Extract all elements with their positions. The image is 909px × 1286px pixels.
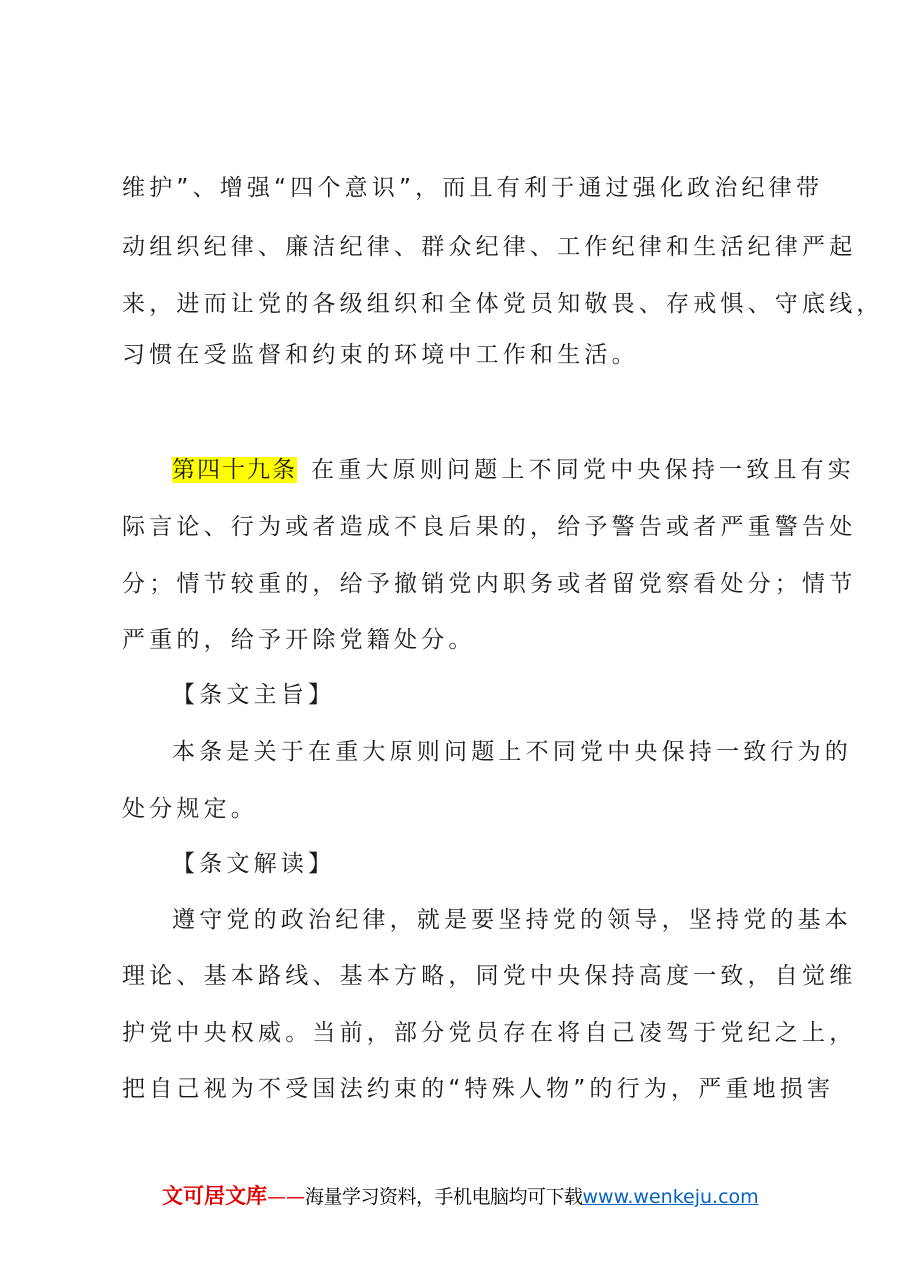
footer-brand: 文可居文库 <box>162 1184 267 1208</box>
interpretation-line: 遵守党的政治纪律，就是要坚持党的领导，坚持党的基本 <box>172 907 852 933</box>
interpretation-line: 护党中央权威。当前，部分党员存在将自己凌驾于党纪之上， <box>122 1020 857 1046</box>
article-line: 际言论、行为或者造成不良后果的，给予警告或者严重警告处 <box>122 514 857 540</box>
article-first-line <box>172 455 862 485</box>
article-text: 在重大原则问题上不同党中央保持一致且有实 <box>311 457 855 483</box>
body-line: 习惯在受监督和约束的环境中工作和生活。 <box>122 342 639 368</box>
interpretation-heading: 【条文解读】 <box>172 851 336 877</box>
footer <box>162 1183 759 1210</box>
body-line: 动组织纪律、廉洁纪律、群众纪律、工作纪律和生活纪律严起 <box>122 234 857 260</box>
interpretation-line: 理论、基本路线、基本方略，同党中央保持高度一致，自觉维 <box>122 963 857 989</box>
interpretation-line: 把自己视为不受国法约束的“特殊人物”的行为，严重地损害 <box>122 1076 835 1102</box>
body-line: 来，进而让党的各级组织和全体党员知敬畏、存戒惧、守底线， <box>122 291 884 317</box>
article-line: 分；情节较重的，给予撤销党内职务或者留党察看处分；情节 <box>122 571 857 597</box>
article-line: 严重的，给予开除党籍处分。 <box>122 627 476 653</box>
footer-slogan: 海量学习资料，手机电脑均可下载 <box>305 1186 583 1208</box>
footer-dash: —— <box>267 1186 305 1208</box>
purpose-heading: 【条文主旨】 <box>172 682 336 708</box>
body-line: 维护”、增强“四个意识”，而且有利于通过强化政治纪律带 <box>122 175 824 201</box>
article-number-highlight: 第四十九条 <box>172 457 297 483</box>
footer-website-link[interactable]: www.wenkeju.com <box>582 1186 759 1208</box>
purpose-line: 处分规定。 <box>122 796 258 822</box>
purpose-line: 本条是关于在重大原则问题上不同党中央保持一致行为的 <box>172 739 852 765</box>
